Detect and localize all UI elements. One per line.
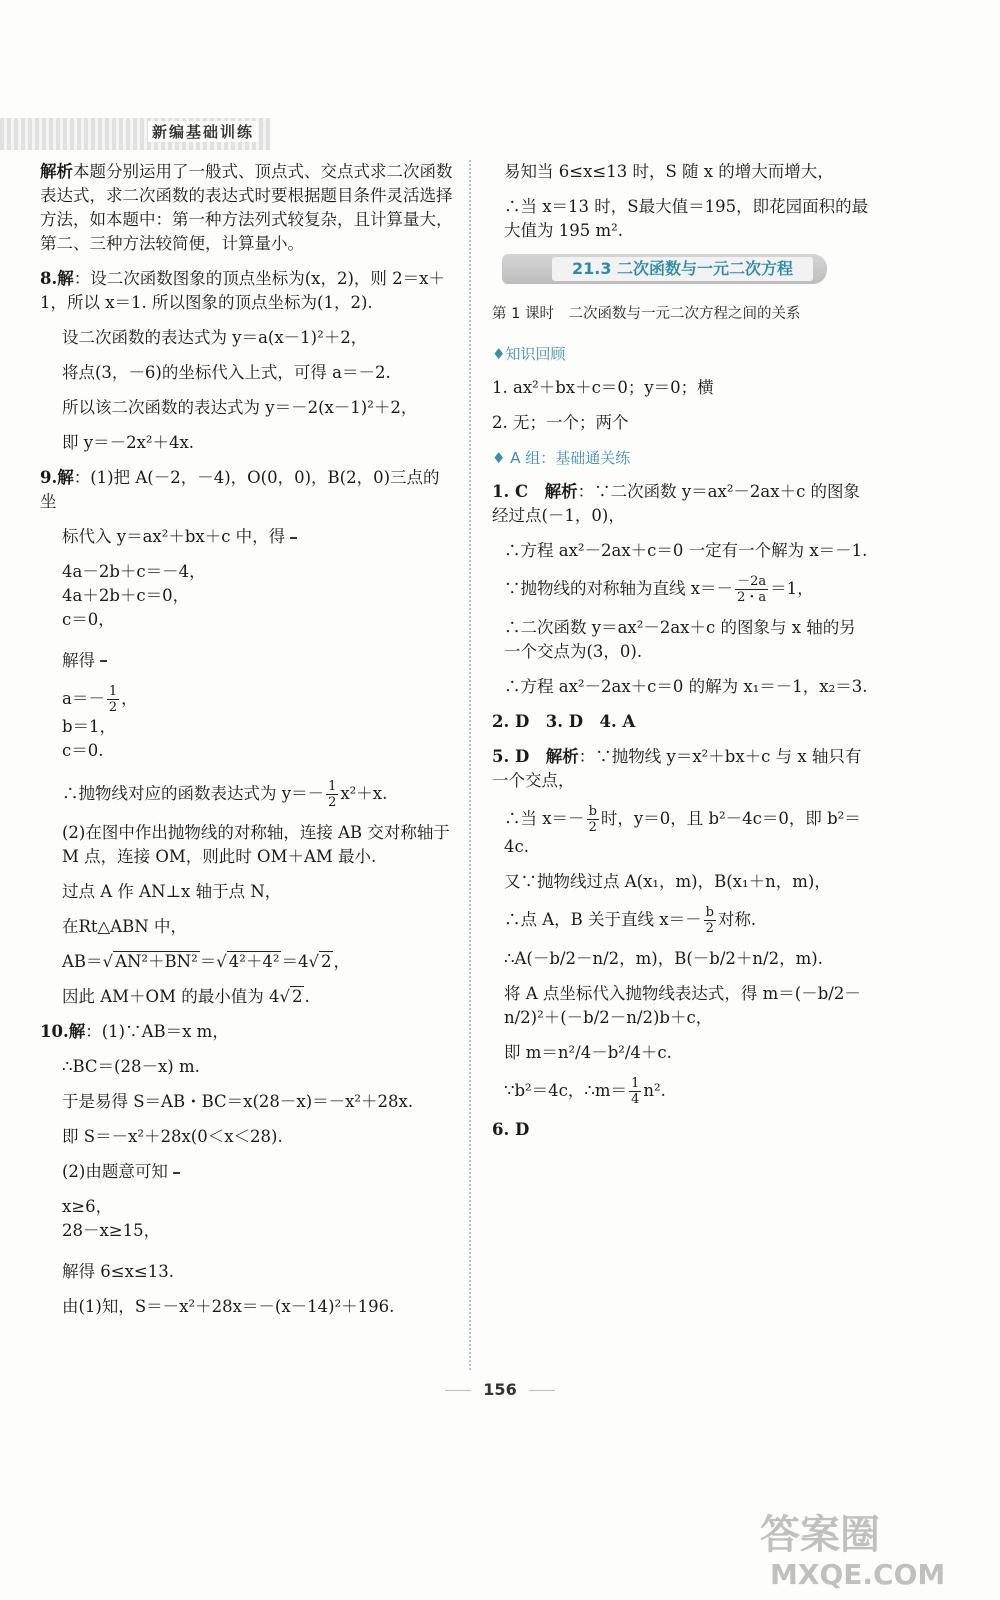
analysis-label: 解析 xyxy=(40,162,73,181)
right-column: 易知当 6≤x≤13 时，S 随 x 的增大而增大， ∴当 x＝13 时，S最大值＝195，即花园面积的最大值为 195 m². 21.3 二次函数与一元二次方程 第 1 课时 二次函数与一元二次方程之间的关系 ♦知识回顾 1. ax²＋bx＋c＝0；y＝0；横 2. 无；一个；两个 ♦ A 组：基础通关练 1. C 解析：∵二次函数 y＝ax²－2ax＋c 的图象经过点(－1，0)， ∴方程 ax²－2ax＋c＝0 一定有一个解为 x＝－1. ∵抛物线的对称轴为直线 x＝－ $\frac{-2a}{2・a}$ ＝1， ∴二次函数 y＝ax²－2ax＋c 的图象与 x 轴的另一个交点为(3，0). ∴方程 ax²－2ax＋c＝0 的解为 x₁＝－1，x₂＝3. 2. D 3. D 4. A 5. D 解析：∵抛物线 y＝x²＋bx＋c 与 x 轴只有一个交点， ∴当 x＝－ $\frac{b}{2}$ 时，y＝0，且 b²－4c＝0，即 b²＝4c. 又∵抛物线过点 A(x₁，m)，B(x₁＋n，m)， ∴点 A，B 关于直线 x＝－ $\frac{b}{2}$ 对称. ∴A(－b/2－n/2，m)，B(－b/2＋n/2，m). 将 A 点坐标代入抛物线表达式，得 m＝(－b/2－n/2)²＋(－b/2－n/2)b＋c， 即 m＝n²/4－b²/4＋c. ∵b²＝4c，∴m＝ $\frac{1}{4}$ n². 6. D xyxy=(492,160,872,1153)
inequality-system xyxy=(173,1172,184,1174)
analysis-paragraph: 解析本题分别运用了一般式、顶点式、交点式求二次函数表达式，求二次函数的表达式时要根据题目条件灵活选择方法，如本题中：第一种方法列式较复杂，且计算量大，第二、三种方法较简便，计算量小。 xyxy=(40,162,453,253)
fraction: $\frac{1}{2}$ xyxy=(108,683,118,715)
q9-steps: 标代入 y＝ax²＋bx＋c 中，得 4a－2b＋c＝－4， 4a＋2b＋c＝0， c＝0， 解得 a＝－ $\frac{1}{2}$ ， b＝1， c＝0. ∴抛物线对应的函数表达式为 y＝－ $\frac{1}{2}$ x²＋x. (2)在图中作出抛物线的对称轴，连接 AB 交对称轴于 M 点，连接 OM，则此时 OM＋AM 最小. 过点 A 作 AN⊥x 轴于点 N， 在Rt△ABN 中， AB＝√ AN²＋BN² ＝√ 4²＋4² ＝4√ 2 ， 因此 AM＋OM 的最小值为 4√ 2 . xyxy=(40,525,455,1009)
question-8: 8.解：设二次函数图象的顶点坐标为(x，2)，则 2＝x＋1，所以 x＝1. 所以图象的顶点坐标为(1，2). xyxy=(40,269,445,312)
question-10: 10.解：(1)∵AB＝x m， xyxy=(40,1022,229,1041)
q9-system-line: 标代入 y＝ax²＋bx＋c 中，得 xyxy=(62,525,455,549)
section-banner xyxy=(502,254,827,284)
answer-5: 5. D 解析：∵抛物线 y＝x²＋bx＋c 与 x 轴只有一个交点， xyxy=(492,747,862,790)
diamond-icon: ♦ xyxy=(492,449,506,467)
watermark-bottom-text: MXQE.COM xyxy=(770,1558,946,1590)
q9-solution-system: 解得 xyxy=(62,649,455,673)
watermark-top-text: 答案圈 xyxy=(760,1512,880,1558)
review-heading: ♦知识回顾 xyxy=(492,345,566,363)
left-column xyxy=(40,160,455,1330)
fraction: $\frac{b}{2}$ xyxy=(588,804,597,835)
diamond-icon: ♦ xyxy=(492,345,506,363)
answer-5-steps: ∴当 x＝－ $\frac{b}{2}$ 时，y＝0，且 b²－4c＝0，即 b²＝4c. 又∵抛物线过点 A(x₁，m)，B(x₁＋n，m)， ∴点 A，B 关于直线 x＝－ $\frac{b}{2}$ 对称. ∴A(－b/2－n/2，m)，B(－b/2＋n/2，m). 将 A 点坐标代入抛物线表达式，得 m＝(－b/2－n/2)²＋(－b/2－n/2)b＋c， 即 m＝n²/4－b²/4＋c. ∵b²＝4c，∴m＝ $\frac{1}{4}$ n². xyxy=(504,804,861,1107)
answers-2-4: 2. D 3. D 4. A xyxy=(492,712,636,731)
fraction: $\frac{b}{2}$ xyxy=(705,905,714,936)
fraction: $\frac{1}{4}$ xyxy=(631,1076,640,1107)
page-number: 156 xyxy=(0,1380,1000,1399)
watermark-logo xyxy=(740,1500,990,1590)
answer-1: 1. C 解析：∵二次函数 y＝ax²－2ax＋c 的图象经过点(－1，0)， xyxy=(492,482,861,525)
q8-steps: 设二次函数的表达式为 y＝a(x－1)²＋2， 将点(3，－6)的坐标代入上式，可得 a＝－2. 所以该二次函数的表达式为 y＝－2(x－1)²＋2， 即 y＝－2x²＋4x. xyxy=(62,328,418,452)
lesson-title: 第 1 课时 二次函数与一元二次方程之间的关系 xyxy=(492,306,801,322)
question-9: 9.解：(1)把 A(－2，－4)，O(0，0)，B(2，0)三点的坐 xyxy=(40,468,440,511)
q10-steps: ∴BC＝(28－x) m. 于是易得 S＝AB・BC＝x(28－x)＝－x²＋28x. 即 S＝－x²＋28x(0＜x＜28). (2)由题意可知 x≥6， 28－x≥15， 解得 6≤x≤13. 由(1)知，S＝－x²＋28x＝－(x－14)²＋196. xyxy=(62,1057,414,1316)
column-divider xyxy=(469,160,471,1370)
group-a-heading: ♦ A 组：基础通关练 xyxy=(492,449,631,467)
header-title: 新编基础训练 xyxy=(148,121,258,142)
answer-1-steps: ∴方程 ax²－2ax＋c＝0 一定有一个解为 x＝－1. ∵抛物线的对称轴为直线 x＝－ $\frac{-2a}{2・a}$ ＝1， ∴二次函数 y＝ax²－2ax＋c 的图象与 x 轴的另一个交点为(3，0). ∴方程 ax²－2ax＋c＝0 的解为 x₁＝－1，x₂＝3. xyxy=(504,541,868,696)
section-title: 21.3 二次函数与一元二次方程 xyxy=(552,257,813,281)
q9-ab-length: AB＝√ AN²＋BN² ＝√ 4²＋4² ＝4√ 2 ， xyxy=(62,952,350,971)
fraction: $\frac{-2a}{2・a}$ xyxy=(737,574,767,605)
equation-system xyxy=(290,537,301,539)
fraction: $\frac{1}{2}$ xyxy=(328,779,337,810)
answer-6: 6. D xyxy=(492,1120,530,1139)
